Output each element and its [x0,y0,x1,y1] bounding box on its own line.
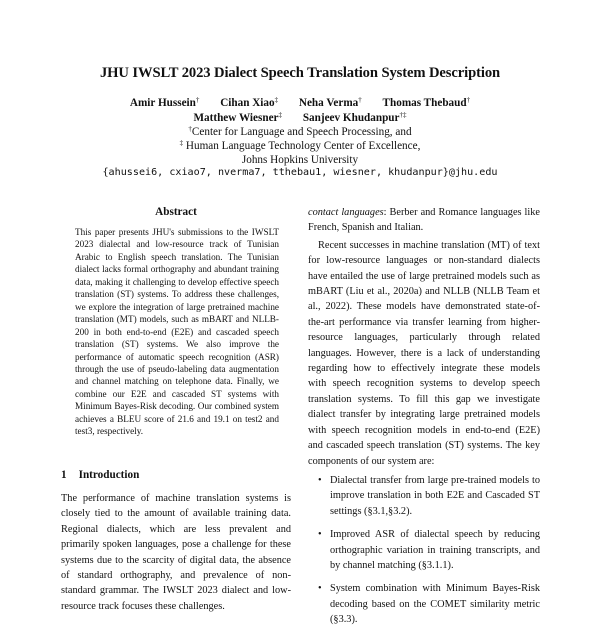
continued-paragraph: contact languages: Berber and Romance languages like French, Spanish and Italian. [308,207,540,234]
abstract-text: This paper presents JHU's submissions to the IWSLT 2023 dialectal and low-resource track of Tunisian Arabic to English speech translation. The Tunisian dialect lacks formal orthography and abundant training data, making it challenging to develop effective speech translation (ST) systems. To address these challenges, we explore the integration of large pretrained machine translation (MT) models, such as mBART and NLLB-200 in both end-to-end (E2E) and cascaded speech translation (ST) systems. We also improve the performance of automatic speech recognition (ASR) through the use of pseudo-labeling data augmentation and channel matching on telephone data. Finally, we combine our E2E and cascaded ST systems with Minimum Bayes-Risk decoding. Our combined system achieves a BLEU score of 21.6 and 19.1 on test2 and test3, respectively. [75,227,279,437]
bullet-icon: • [318,474,322,486]
section-title: Introduction [78,469,140,481]
right-column [308,205,540,636]
author: Amir Hussein† [129,96,200,109]
affiliation-line-1: †Center for Language and Speech Processing, and [188,125,412,138]
paper-title: JHU IWSLT 2023 Dialect Speech Translation System Description [99,65,501,81]
author-row-1 [0,97,600,109]
introduction-paragraph: The performance of machine translation systems is closely tied to the amount of available training data. Regional dialects, which are less prevalent and primarily spoken languages, pose a challenge for these systems due to the scarcity of digital data, the absence of standard orthography, and prevalence of non-standard grammar. The IWSLT 2023 dialect and low-resource track focuses these challenges. [61,493,291,612]
bullet-icon: • [318,583,322,595]
author: Neha Verma† [298,96,362,109]
author-emails: {ahussei6, cxiao7, nverma7, tthebau1, wiesner, khudanpur}@jhu.edu [102,167,498,178]
affiliation-line-3: Johns Hopkins University [241,154,359,166]
affiliation-line-2: ‡ Human Language Technology Center of Excellence, [179,139,421,152]
author: Thomas Thebaud† [382,96,471,109]
list-item: • Dialectal transfer from large pre-trained models to improve translation in both E2E and Cascaded ST settings (§3.1,§3.2). [318,474,540,517]
key-components-list [308,473,540,628]
abstract-heading: Abstract [155,206,197,218]
paragraph-recent-successes: Recent successes in machine translation (MT) of text for low-resource languages or non-standard dialects have entailed the use of large pretrained models such as mBART (Liu et al., 2020a) and NLLB (NLLB Team et al., 2022). These models have demonstrated state-of-the-art performance via transfer learning from higher-resource languages, particularly through related languages. However, there is a lack of understanding regarding how to effectively integrate these models with speech recognition systems to develop speech translation systems. To fill this gap we investigate dialect transfer by integrating large pretrained models with speech recognition models in end-to-end (E2E) and cascaded speech translation (ST) systems. The key components of our system are: [308,239,540,467]
list-item: • System combination with Minimum Bayes-Risk decoding based on the COMET similarity metric (§3.3). [318,583,540,626]
author: Cihan Xiao‡ [220,96,279,109]
bullet-icon: • [318,529,322,541]
section-number: 1 [61,469,67,481]
author: Sanjeev Khudanpur†‡ [302,111,407,124]
author: Matthew Wiesner‡ [193,111,283,124]
author-row-2 [0,112,600,124]
section-heading-introduction [61,469,139,481]
list-item: • Improved ASR of dialectal speech by reducing orthographic variation in training transcripts, and by channel matching (§3.1.1). [318,529,540,571]
